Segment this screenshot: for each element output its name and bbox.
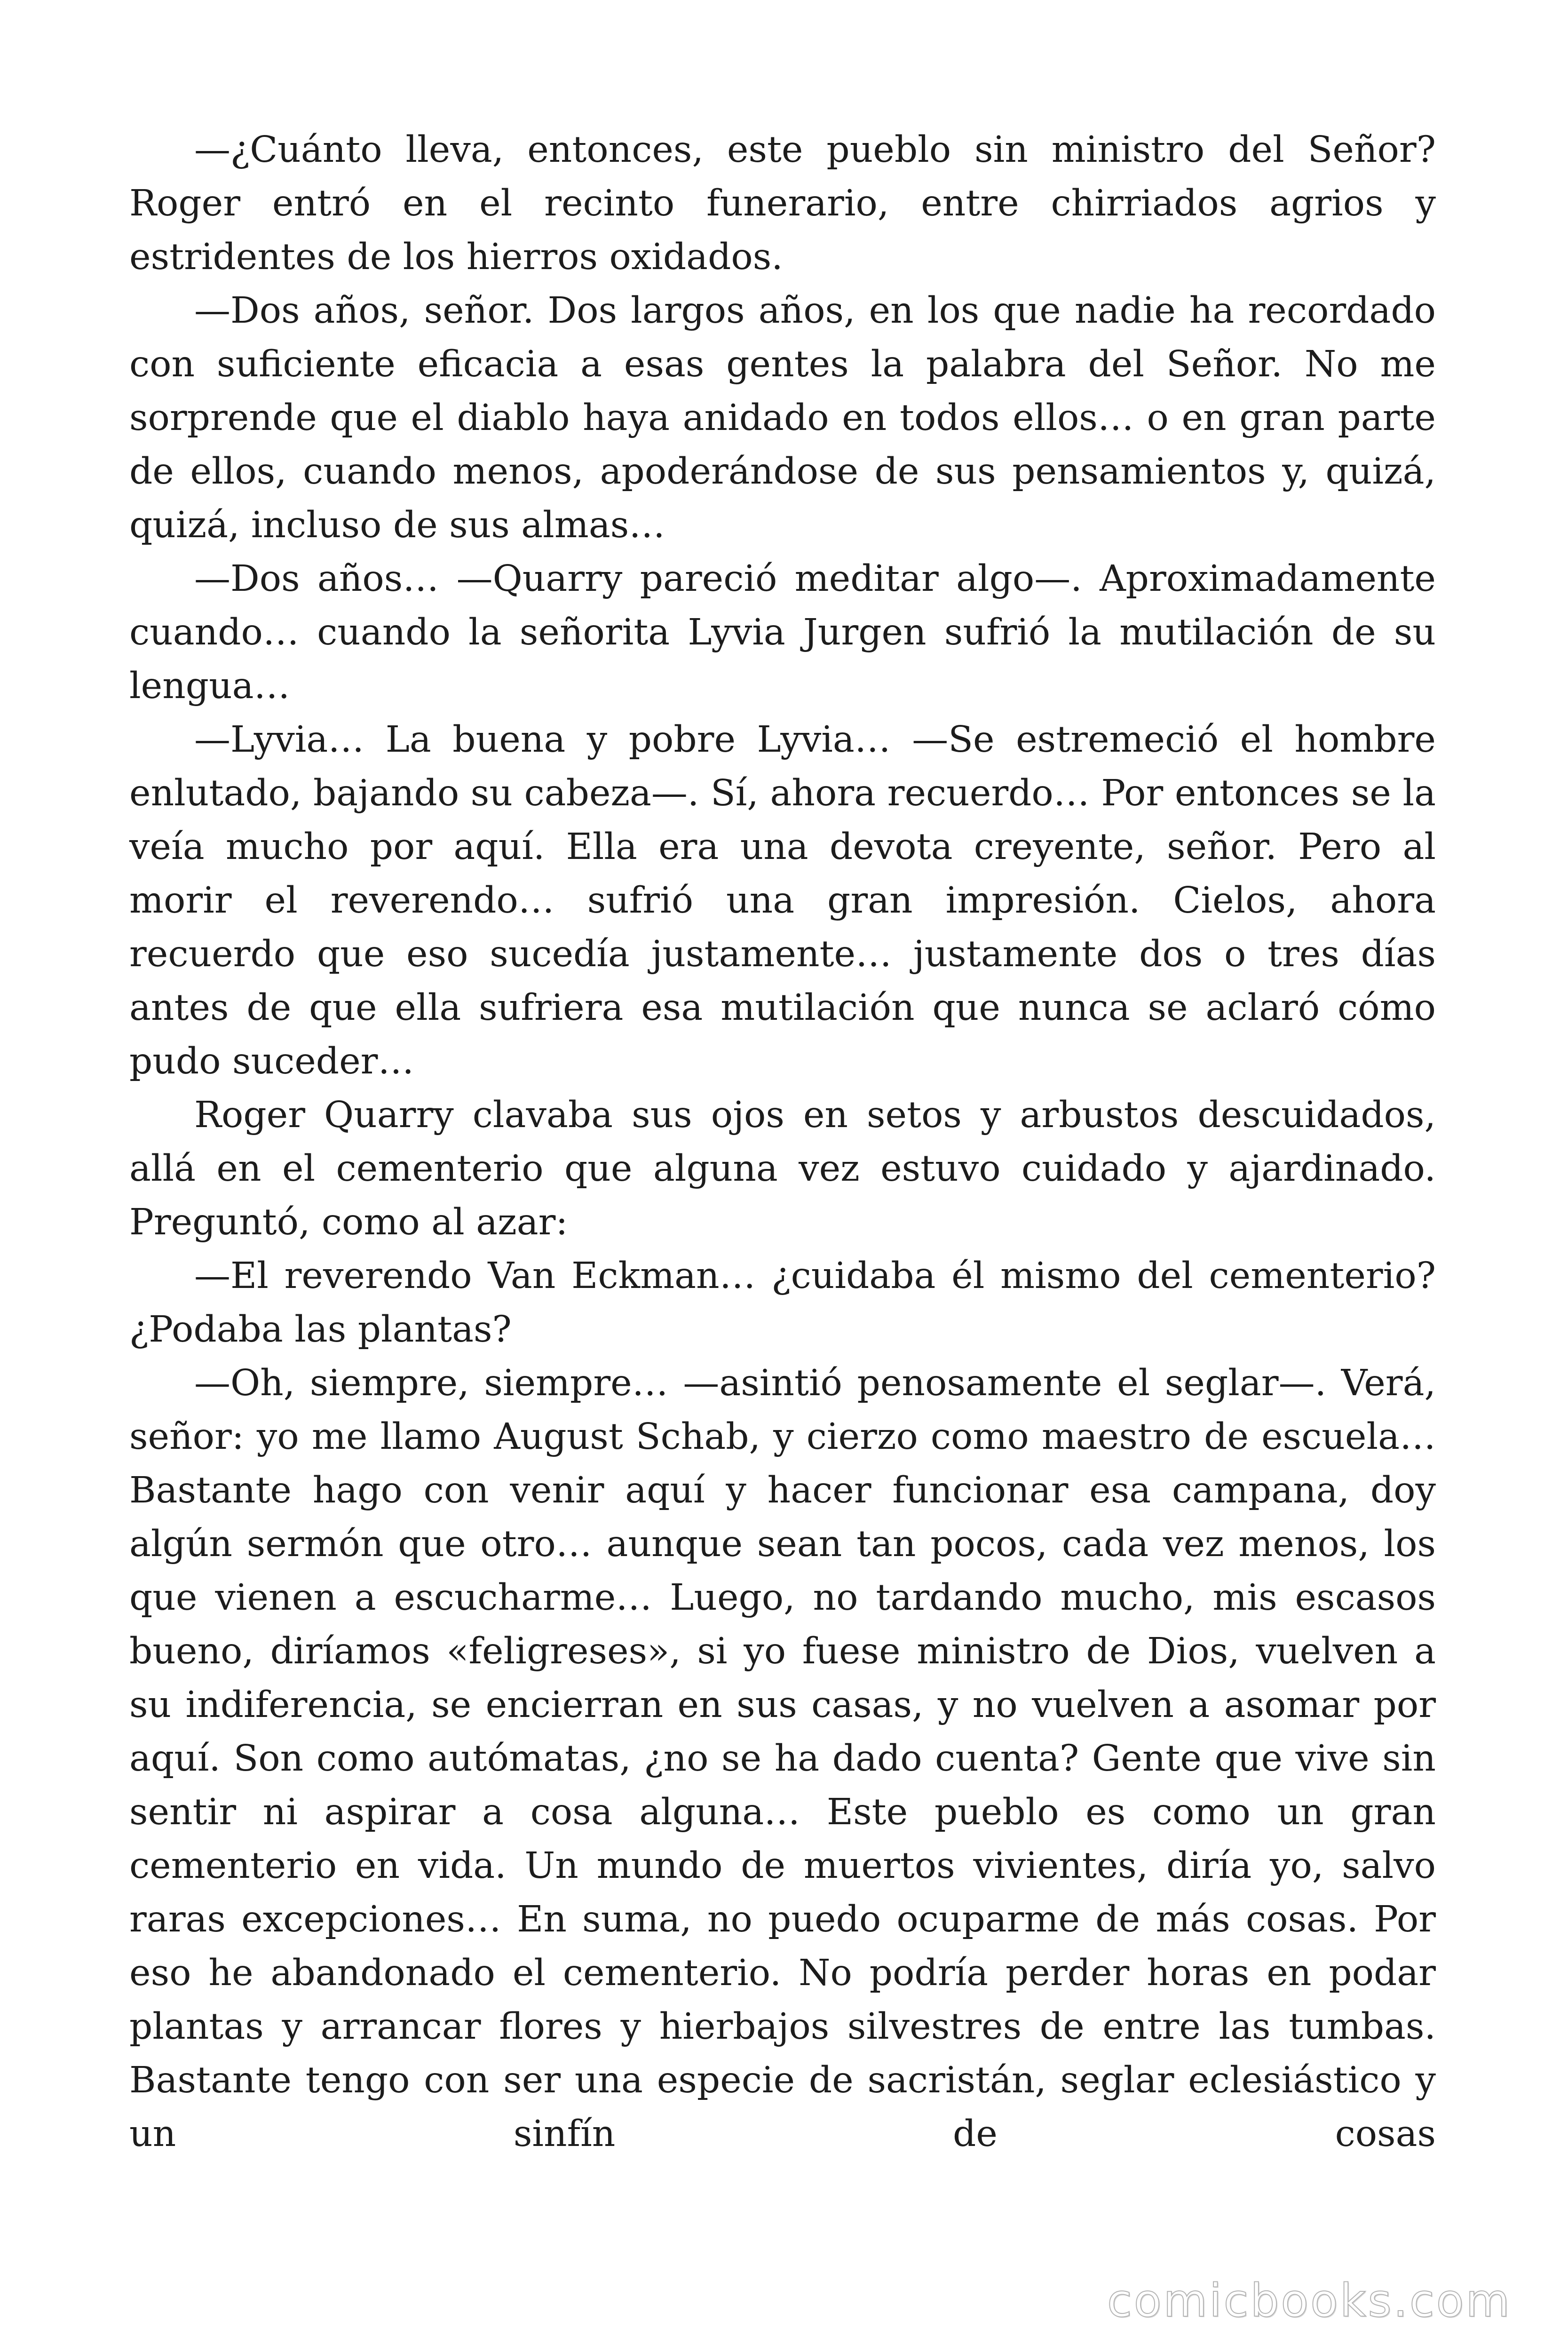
paragraph-5: Roger Quarry clavaba sus ojos en setos y arbustos descuidados, allá en el cementerio que alguna vez estuvo cuidado y ajardinado. Preguntó, como al azar:: [129, 1094, 1436, 1243]
page-body-text: [129, 123, 1436, 2161]
site-watermark: comicbooks.com: [1107, 2274, 1512, 2327]
paragraph-4: —Lyvia… La buena y pobre Lyvia… —Se estremeció el hombre enlutado, bajando su cabeza—. Sí, ahora recuerdo… Por entonces se la veía mucho por aquí. Ella era una devota creyente, señor. Pero al morir el reverendo… sufrió una gran impresión. Cielos, ahora recuerdo que eso sucedía justamente… justamente dos o tres días antes de que ella sufriera esa mutilación que nunca se aclaró cómo pudo suceder…: [129, 719, 1436, 1082]
paragraph-1: —¿Cuánto lleva, entonces, este pueblo sin ministro del Señor? Roger entró en el recinto funerario, entre chirriados agrios y estridentes de los hierros oxidados.: [129, 129, 1436, 278]
paragraph-3: —Dos años… —Quarry pareció meditar algo—. Aproximadamente cuando… cuando la señorita Lyvia Jurgen sufrió la mutilación de su lengua…: [129, 558, 1436, 707]
paragraph-2: —Dos años, señor. Dos largos años, en los que nadie ha recordado con suficiente eficacia a esas gentes la palabra del Señor. No me sorprende que el diablo haya anidado en todos ellos… o en gran parte de ellos, cuando menos, apoderándose de sus pensamientos y, quizá, quizá, incluso de sus almas…: [129, 290, 1436, 546]
paragraph-6: —El reverendo Van Eckman… ¿cuidaba él mismo del cementerio? ¿Podaba las plantas?: [129, 1255, 1436, 1351]
paragraph-7: —Oh, siempre, siempre… —asintió penosamente el seglar—. Verá, señor: yo me llamo August Schab, y cierzo como maestro de escuela… Bastante hago con venir aquí y hacer funcionar esa campana, doy algún sermón que otro… aunque sean tan pocos, cada vez menos, los que vienen a escucharme… Luego, no tardando mucho, mis escasos bueno, diríamos «feligreses», si yo fuese ministro de Dios, vuelven a su indiferencia, se encierran en sus casas, y no vuelven a asomar por aquí. Son como autómatas, ¿no se ha dado cuenta? Gente que vive sin sentir ni aspirar a cosa alguna… Este pueblo es como un gran cementerio en vida. Un mundo de muertos vivientes, diría yo, salvo raras excepciones… En suma, no puedo ocuparme de más cosas. Por eso he abandonado el cementerio. No podría perder horas en podar plantas y arrancar flores y hierbajos silvestres de entre las tumbas. Bastante tengo con ser una especie de sacristán, seglar eclesiástico y un sinfín de cosas: [129, 1362, 1436, 2155]
